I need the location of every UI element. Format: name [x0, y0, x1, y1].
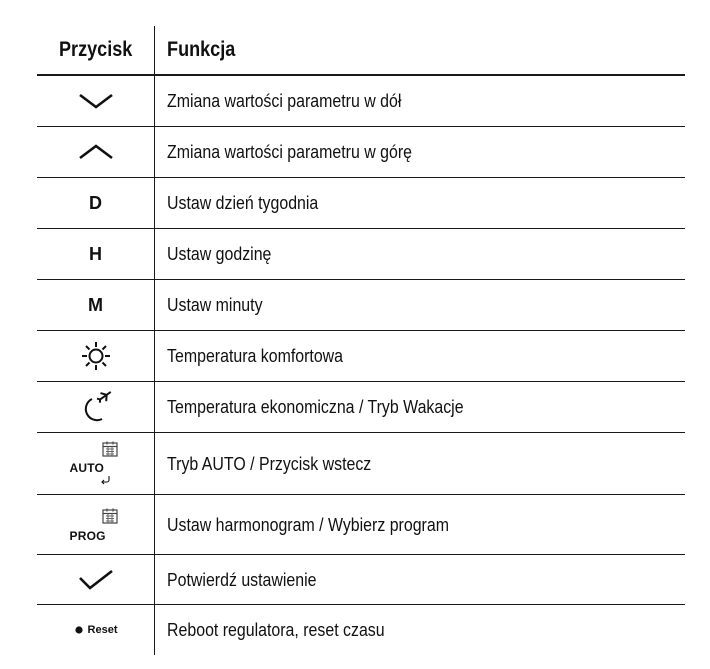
table-header [37, 26, 685, 76]
calendar-icon [102, 508, 118, 524]
table-row [37, 76, 685, 127]
table-row [37, 331, 685, 382]
button-function-table [37, 26, 685, 655]
button-cell [37, 229, 155, 279]
button-cell [37, 76, 155, 126]
table-row [37, 382, 685, 433]
function-text: Potwierdź ustawienie [167, 568, 317, 590]
function-text: Zmiana wartości parametru w górę [167, 141, 412, 162]
button-label: Reset [87, 624, 118, 636]
button-cell [37, 555, 155, 604]
table-row [37, 555, 685, 605]
moon-plane-icon [76, 389, 116, 425]
button-cell [37, 280, 155, 330]
dot-icon [74, 625, 84, 635]
auto-button-graphic [66, 439, 126, 489]
function-text: Ustaw dzień tygodnia [167, 192, 319, 213]
button-cell [37, 433, 155, 494]
header-button-column: Przycisk [37, 26, 155, 74]
button-cell [37, 605, 155, 655]
button-label: PROG [69, 528, 106, 543]
sun-icon [81, 341, 111, 371]
table-row [37, 280, 685, 331]
chevron-down-icon [76, 91, 116, 111]
function-text: Ustaw godzinę [167, 243, 272, 264]
back-arrow-icon [100, 475, 112, 485]
button-label: H [89, 243, 102, 264]
button-cell [37, 495, 155, 554]
button-cell [37, 382, 155, 432]
table-row [37, 605, 685, 655]
chevron-up-icon [76, 142, 116, 162]
table-row [37, 495, 685, 555]
calendar-back-icon [102, 441, 118, 457]
checkmark-icon [76, 568, 116, 592]
button-label: D [89, 192, 102, 213]
function-text: Ustaw harmonogram / Wybierz program [167, 513, 449, 535]
table-row [37, 229, 685, 280]
button-cell [37, 127, 155, 177]
table-row [37, 127, 685, 178]
table-row [37, 178, 685, 229]
button-label: AUTO [69, 460, 105, 475]
button-label: M [88, 294, 103, 315]
prog-button-graphic [66, 502, 126, 548]
function-text: Temperatura ekonomiczna / Tryb Wakacje [167, 396, 464, 417]
function-text: Tryb AUTO / Przycisk wstecz [167, 452, 372, 474]
function-text: Temperatura komfortowa [167, 345, 344, 366]
function-text: Ustaw minuty [167, 294, 263, 315]
function-text: Zmiana wartości parametru w dół [167, 90, 402, 111]
header-function-column: Funkcja [167, 38, 236, 61]
button-cell [37, 178, 155, 228]
table-row [37, 433, 685, 495]
function-text: Reboot regulatora, reset czasu [167, 619, 385, 640]
button-cell [37, 331, 155, 381]
